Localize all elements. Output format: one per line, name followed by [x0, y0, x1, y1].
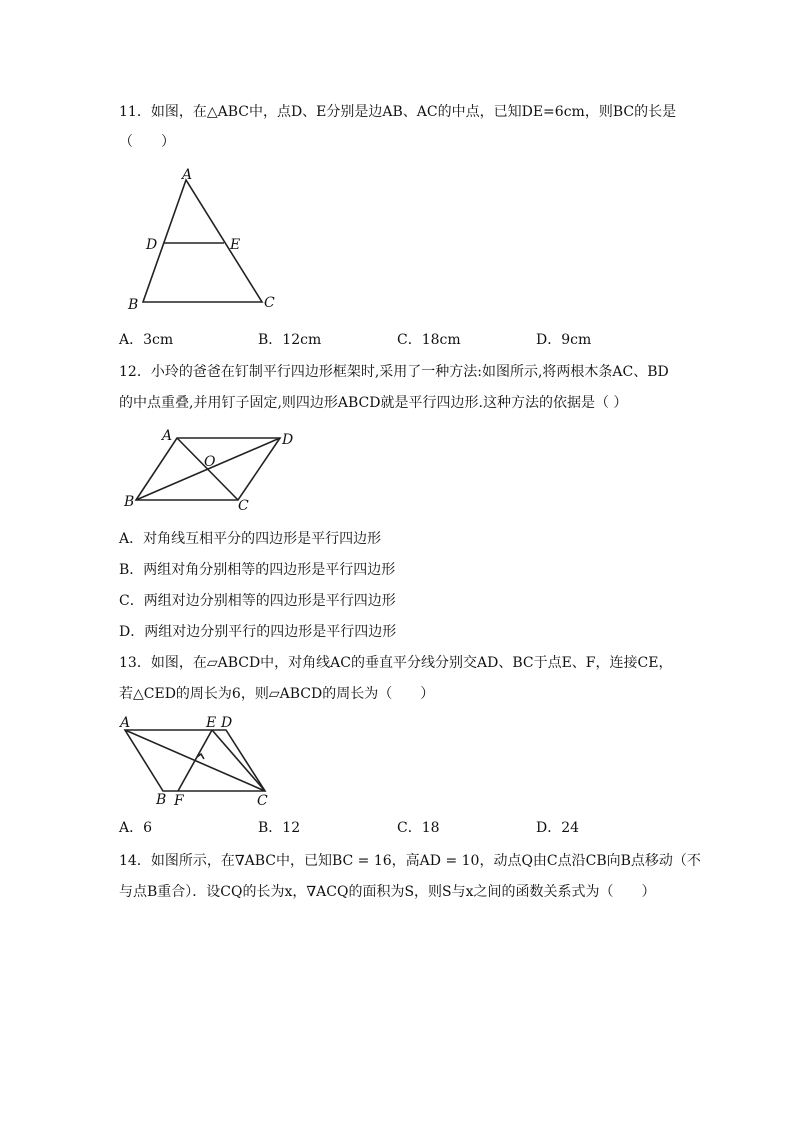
q12-option-a: A．对角线互相平分的四边形是平行四边形	[119, 531, 382, 547]
q13-option-d: D．24	[536, 820, 580, 836]
q13-label-f: F	[174, 793, 184, 809]
q11-option-c: C．18cm	[397, 332, 461, 348]
q13-segment-ce	[212, 730, 265, 791]
q13-label-e: E	[206, 715, 217, 731]
q13-label-c: C	[257, 793, 268, 809]
q13-option-a: A．6	[119, 820, 153, 836]
q12-label-b: B	[124, 494, 135, 510]
q11-triangle-abc	[143, 180, 262, 302]
q11-option-d: D．9cm	[536, 332, 592, 348]
q12-parallelogram-figure	[120, 424, 310, 516]
q11-label-c: C	[264, 295, 275, 311]
q11-stem-line1: 11．如图，在△ABC中，点D、E分别是边AB、AC的中点，已知DE=6cm，则BC的长是	[119, 104, 677, 120]
q12-label-d: D	[282, 432, 294, 448]
q12-stem-line1: 12．小玲的爸爸在钉制平行四边形框架时,采用了一种方法:如图所示,将两根木条AC、BD	[119, 364, 669, 380]
q13-parallelogram-figure	[115, 712, 280, 810]
q13-stem-line2: 若△CED的周长为6，则▱ABCD的周长为（ ）	[119, 686, 435, 702]
q13-stem-line1: 13．如图，在▱ABCD中，对角线AC的垂直平分线分别交AD、BC于点E、F，连接CE，	[119, 655, 673, 671]
q12-option-d: D．两组对边分别平行的四边形是平行四边形	[119, 624, 397, 640]
q14-stem-line2: 与点B重合）．设CQ的长为x，∇ACQ的面积为S，则S与x之间的函数关系式为（ ）	[119, 884, 656, 900]
q11-label-e: E	[230, 237, 241, 253]
q13-label-d: D	[221, 715, 233, 731]
q13-label-a: A	[120, 715, 131, 731]
q14-stem-line1: 14．如图所示，在∇ABC中，已知BC = 16，高AD = 10，动点Q由C点沿CB向B点移动（不	[119, 853, 701, 869]
q13-segment-ef	[178, 730, 212, 791]
q11-label-a: A	[182, 167, 193, 183]
q13-option-c: C．18	[397, 820, 440, 836]
q12-label-c: C	[238, 498, 249, 514]
q11-option-b: B．12cm	[258, 332, 322, 348]
q13-option-b: B．12	[258, 820, 301, 836]
q12-label-a: A	[162, 428, 173, 444]
q13-label-b: B	[156, 792, 167, 808]
q11-label-b: B	[128, 297, 139, 313]
q12-option-c: C．两组对边分别相等的四边形是平行四边形	[119, 593, 396, 609]
q11-triangle-figure	[120, 162, 290, 317]
q12-stem-line2: 的中点重叠,并用钉子固定,则四边形ABCD就是平行四边形.这种方法的依据是（ ）	[119, 395, 628, 411]
q11-option-a: A．3cm	[119, 332, 174, 348]
q11-label-d: D	[146, 237, 158, 253]
q11-stem-line2: （ ）	[119, 134, 175, 150]
q12-label-o: O	[204, 454, 216, 470]
q12-option-b: B．两组对角分别相等的四边形是平行四边形	[119, 562, 396, 578]
